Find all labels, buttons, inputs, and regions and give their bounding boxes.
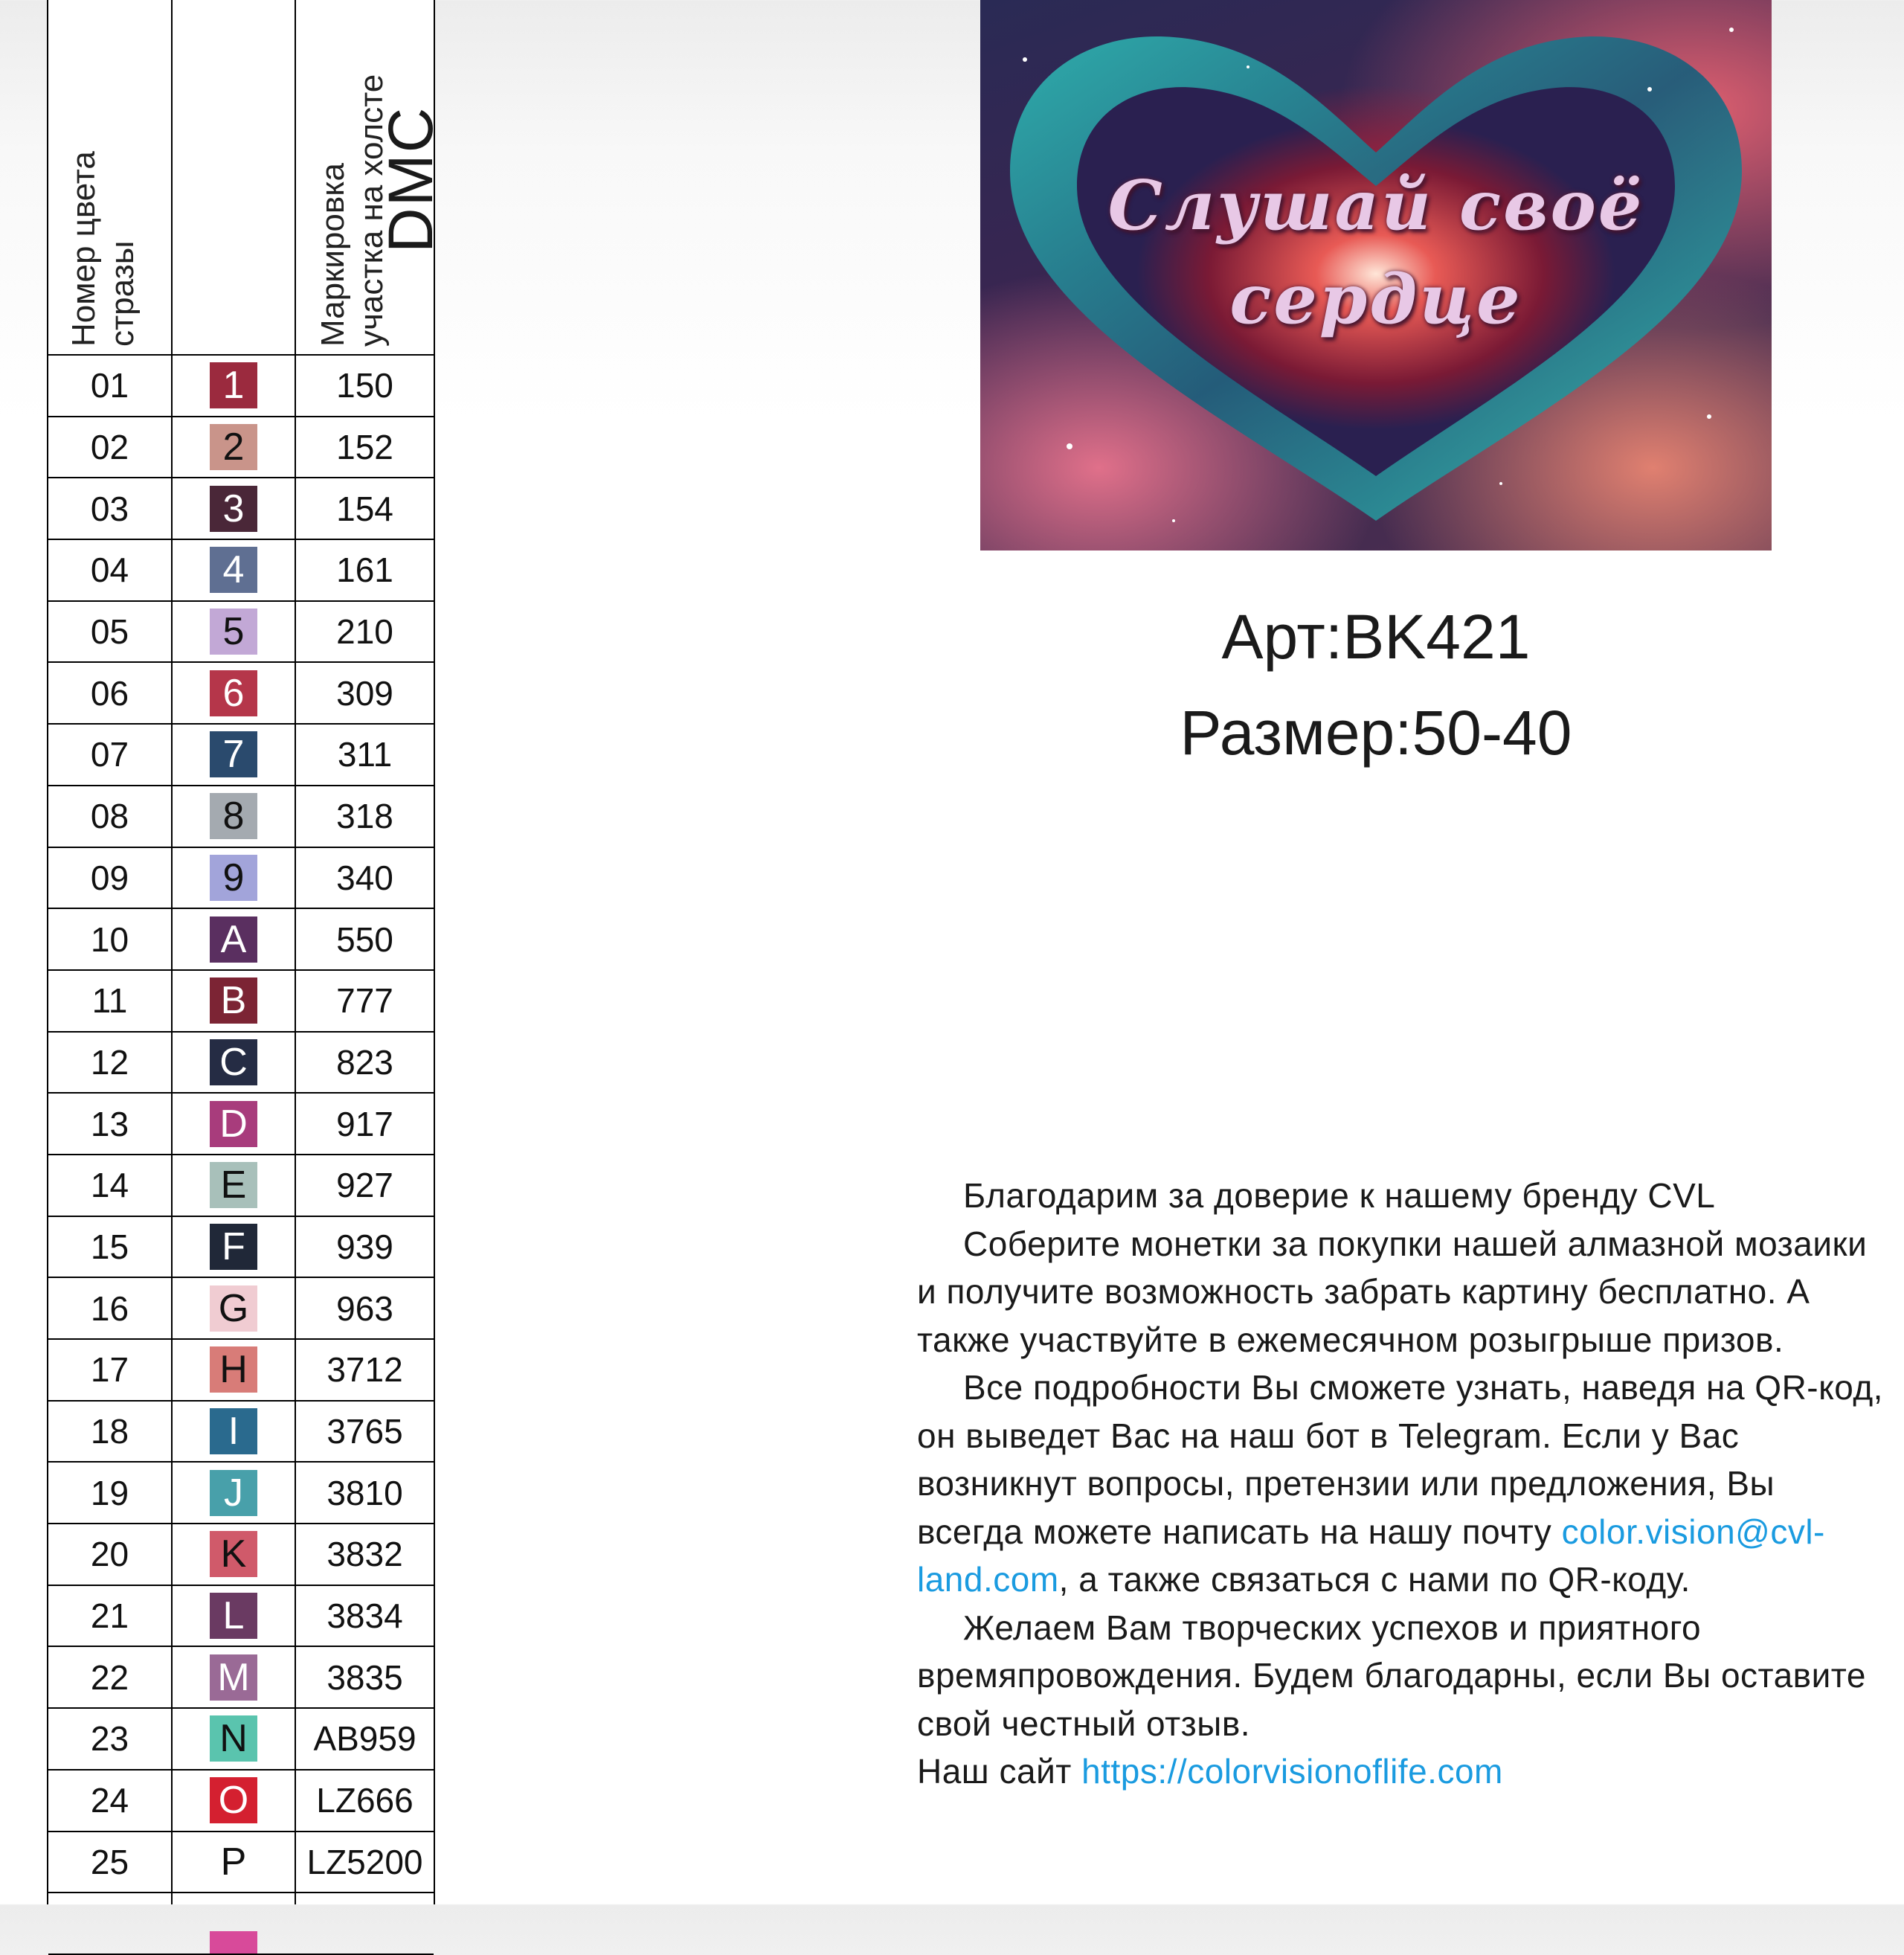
color-swatch: 1 [210,362,257,408]
canvas-marking [173,1524,295,1585]
info-details-end: , а также связаться с нами по QR-коду. [1058,1560,1691,1599]
color-number: 16 [90,1288,129,1328]
canvas-marking [173,1094,295,1154]
color-swatch: L [210,1593,257,1639]
dmc-code: 311 [337,735,393,774]
canvas-marking [173,1217,295,1277]
canvas-marking [173,1771,295,1831]
info-thanks: Благодарим за доверие к нашему бренду CVL [963,1176,1716,1215]
color-number: 13 [90,1104,129,1143]
legend-row [48,848,434,910]
legend-row [48,909,434,971]
color-swatch: B [210,978,257,1024]
canvas-marking [173,602,295,662]
color-number: 20 [90,1535,129,1574]
dmc-code: 917 [336,1104,393,1143]
legend-row [48,786,434,848]
color-swatch: C [210,1039,257,1085]
legend-row [48,1340,434,1402]
legend-row [48,356,434,417]
color-swatch: 4 [210,547,257,593]
color-swatch: K [210,1531,257,1577]
legend-row [48,725,434,786]
canvas-marking [173,663,295,723]
color-number: 03 [90,489,129,528]
header-marking-line1: Маркировка [315,163,351,347]
canvas-marking [173,478,295,539]
color-swatch: 5 [210,609,257,655]
legend-row [48,1402,434,1463]
dmc-code: 3712 [327,1350,403,1390]
color-swatch: P [210,1839,257,1885]
dmc-code: 154 [336,489,393,528]
info-site [917,1747,1884,1796]
canvas-marking [173,1586,295,1646]
color-swatch: A [210,916,257,963]
legend-row [48,663,434,725]
color-number [48,1893,171,1954]
color-number: 24 [90,1781,129,1820]
color-swatch: 8 [210,793,257,839]
color-swatch: 3 [210,486,257,532]
canvas-marking [173,725,295,785]
site-label: Наш сайт [917,1752,1082,1791]
canvas-marking [173,1278,295,1338]
header-number-line2: стразы [104,240,141,347]
info-details-text: Все подробности Вы сможете узнать, наведя на QR-код, он выведет Вас на наш бот в Telegram. Если у Вас возникнут вопросы, претензии или предложения, Вы всегда можете написать на нашу почту [917,1368,1883,1551]
color-number: 05 [90,612,129,652]
color-swatch: 7 [210,731,257,777]
color-number: 09 [90,858,129,897]
canvas-marking [173,417,295,478]
color-swatch: 2 [210,424,257,470]
color-number: 19 [90,1473,129,1512]
site-link[interactable]: https://colorvisionoflife.com [1081,1752,1503,1791]
dmc-code: LZ5200 [306,1842,423,1881]
info-wishes: Желаем Вам творческих успехов и приятного времяпровождения. Будем благодарны, если Вы оставите свой честный отзыв. [917,1608,1866,1743]
color-swatch: I [210,1408,257,1454]
canvas-marking [173,356,295,416]
dmc-code: 777 [336,981,393,1021]
color-swatch: O [210,1777,257,1823]
color-swatch: 9 [210,855,257,901]
dmc-code: 340 [336,858,393,897]
info-details [917,1364,1884,1604]
color-number: 11 [91,981,128,1021]
color-number: 25 [90,1842,129,1881]
canvas-marking [173,786,295,847]
legend-row [48,1893,434,1955]
color-swatch: E [210,1162,257,1208]
legend-row [48,417,434,479]
dmc-code: 3832 [327,1535,403,1574]
dmc-code: 3834 [327,1596,403,1636]
color-number: 18 [90,1412,129,1451]
color-swatch [210,1931,257,1954]
dmc-code: 550 [336,919,393,959]
canvas-marking [173,1155,295,1216]
dmc-code: 152 [336,428,393,467]
info-coins: Соберите монетки за покупки нашей алмазной мозаики и получите возможность забрать картину бесплатно. А также участвуйте в ежемесячном розыгрыше призов. [917,1224,1868,1359]
legend-row [48,1278,434,1340]
canvas-marking [173,1340,295,1400]
product-preview-image [980,0,1772,550]
canvas-marking [173,1647,295,1707]
dmc-code: AB959 [313,1719,416,1759]
dmc-code: 210 [336,612,393,652]
canvas-marking [173,1893,295,1954]
canvas-marking [173,1832,295,1893]
legend-row [48,478,434,540]
dmc-code [296,1893,434,1954]
color-swatch: H [210,1346,257,1393]
header-marking-line2: участка на холсте [353,74,390,347]
color-number: 02 [90,428,129,467]
legend-row [48,602,434,664]
color-swatch: F [210,1224,257,1270]
color-number: 01 [90,366,129,405]
slogan-line1: Слушай своё [1107,165,1644,245]
color-number: 12 [90,1042,129,1082]
color-number: 17 [90,1350,129,1390]
color-number: 14 [90,1166,129,1205]
color-swatch: D [210,1101,257,1147]
column-divider [295,0,296,1904]
legend-row [48,540,434,602]
color-number: 06 [90,673,129,713]
color-swatch: 6 [210,670,257,716]
legend-row [48,1155,434,1217]
dmc-code: 3835 [327,1657,403,1697]
header-color-number [48,0,171,354]
dmc-code: 3810 [327,1473,403,1512]
dmc-code: 161 [336,550,393,590]
legend-row [48,1586,434,1648]
legend-row [48,1771,434,1832]
color-number: 07 [90,735,129,774]
canvas-marking [173,909,295,969]
column-divider [171,0,173,1904]
dmc-code: 318 [336,797,393,836]
canvas-marking [173,540,295,600]
legend-rows [48,356,434,1955]
header-number-line1: Номер цвета [65,151,102,347]
dmc-code: 309 [336,673,393,713]
dmc-code: 823 [336,1042,393,1082]
info-text-block [917,1172,1884,1796]
canvas-marking [173,1463,295,1523]
color-number: 10 [90,919,129,959]
color-number: 08 [90,797,129,836]
legend-row [48,1033,434,1094]
article-number: Арт:BK421 [1221,602,1531,672]
color-number: 22 [90,1657,129,1697]
canvas-marking [173,971,295,1031]
header-dmc-label: DMC [376,106,446,253]
color-swatch: J [210,1470,257,1516]
color-number: 15 [90,1227,129,1266]
slogan-line2: сердце [1229,259,1522,339]
dmc-code: 939 [336,1227,393,1266]
header-dmc [296,0,446,354]
canvas-marking [173,848,295,908]
dmc-code: 3765 [327,1412,403,1451]
legend-header [48,0,446,356]
color-swatch: G [210,1285,257,1332]
header-marking [173,0,390,354]
legend-row [48,1647,434,1709]
color-number: 21 [90,1596,129,1636]
color-legend-table [47,0,446,1904]
dmc-code: 963 [336,1288,393,1328]
color-number: 23 [90,1719,129,1759]
legend-row [48,1709,434,1771]
color-swatch: M [210,1654,257,1701]
legend-row [48,1832,434,1894]
canvas-marking [173,1033,295,1093]
color-number: 04 [90,550,129,590]
canvas-marking [173,1402,295,1462]
legend-row [48,1217,434,1279]
color-swatch: N [210,1715,257,1762]
dmc-code: LZ666 [316,1781,414,1820]
legend-row [48,1094,434,1155]
legend-row [48,971,434,1033]
product-size: Размер:50-40 [1180,698,1572,768]
legend-row [48,1463,434,1524]
legend-row [48,1524,434,1586]
canvas-marking [173,1709,295,1769]
email-link[interactable]: color.vision@cvl-land.com [917,1512,1825,1599]
dmc-code: 150 [336,366,393,405]
dmc-code: 927 [336,1166,393,1205]
